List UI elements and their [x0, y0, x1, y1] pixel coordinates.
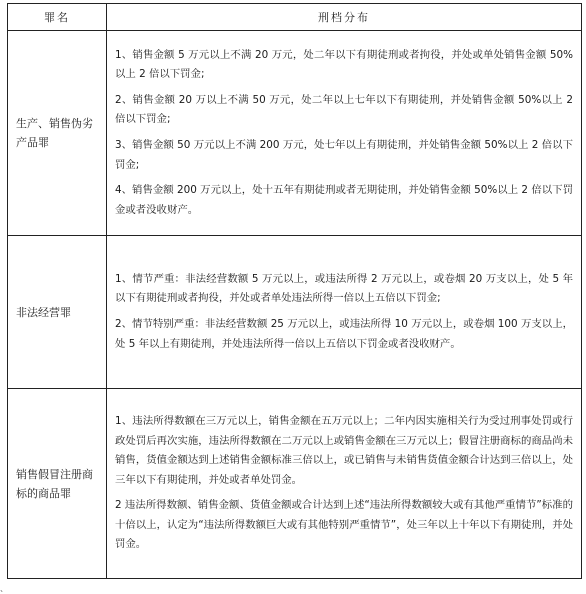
sentencing-table [7, 3, 582, 579]
sentencing-cell [107, 31, 582, 236]
sentencing-clause: 4、销售金额 200 万元以上，处十五年有期徒刑或者无期徒刑，并处销售金额 50%以上 2 倍以下罚金或者没收财产。 [115, 184, 573, 216]
sentencing-clause: 2 违法所得数额、销售金额、货值金额或合计达到上述“违法所得数额较大或有其他严重情节”标准的十倍以上，认定为“违法所得数额巨大或有其他特别严重情节”，处三年以上十年以下有期徒刑，并处罚金。 [115, 499, 573, 551]
crime-name-cell: 销售假冒注册商标的商品罪 [8, 389, 107, 579]
sentencing-cell [107, 236, 582, 389]
sentencing-clause: 1、情节严重：非法经营数额 5 万元以上，或违法所得 2 万元以上，或卷烟 20 万支以上，处 5 年以下有期徒刑或者拘役，并处或者单处违法所得一倍以上五倍以下罚金; [115, 272, 573, 305]
sentencing-clause: 3、销售金额 50 万元以上不满 200 万元，处七年以上有期徒刑，并处销售金额 50%以上 2 倍以下罚金; [115, 139, 573, 171]
sentencing-clause: 2、销售金额 20 万以上不满 50 万元，处二年以上七年以下有期徒刑，并处销售金额 50%以上 2 倍以下罚金; [115, 93, 573, 126]
table-row [8, 31, 582, 236]
table-row [8, 236, 582, 389]
crime-name-cell: 生产、销售伪劣产品罪 [8, 31, 107, 236]
sentencing-clause: 1、销售金额 5 万元以上不满 20 万元，处二年以下有期徒刑或者拘役，并处或单处销售金额 50%以上 2 倍以下罚金; [115, 48, 573, 81]
crime-name-cell: 非法经营罪 [8, 236, 107, 389]
table-row [8, 389, 582, 579]
sentencing-clause: 2、情节特别严重：非法经营数额 25 万元以上，或违法所得 10 万元以上，或卷烟 100 万支以上，处 5 年以上有期徒刑，并处违法所得一倍以上五倍以下罚金或者没收财产。 [115, 318, 573, 350]
header-sentencing: 刑档分布 [107, 4, 582, 31]
sentencing-clause: 1、违法所得数额在三万元以上，销售金额在五万元以上；二年内因实施相关行为受过刑事处罚或行政处罚后再次实施，违法所得数额在二万元以上或销售金额在三万元以上；假冒注册商标的商品尚未销售，货值金额达到上述销售金额标准三倍以上，或已销售与未销售货值金额合计达到三倍以上，处三年以下有期徒刑，并处或者单处罚金。 [115, 414, 573, 486]
footer-marker: 、 [0, 584, 8, 593]
sentencing-cell [107, 389, 582, 579]
table-header-row [8, 4, 582, 31]
header-crime: 罪名 [8, 4, 107, 31]
